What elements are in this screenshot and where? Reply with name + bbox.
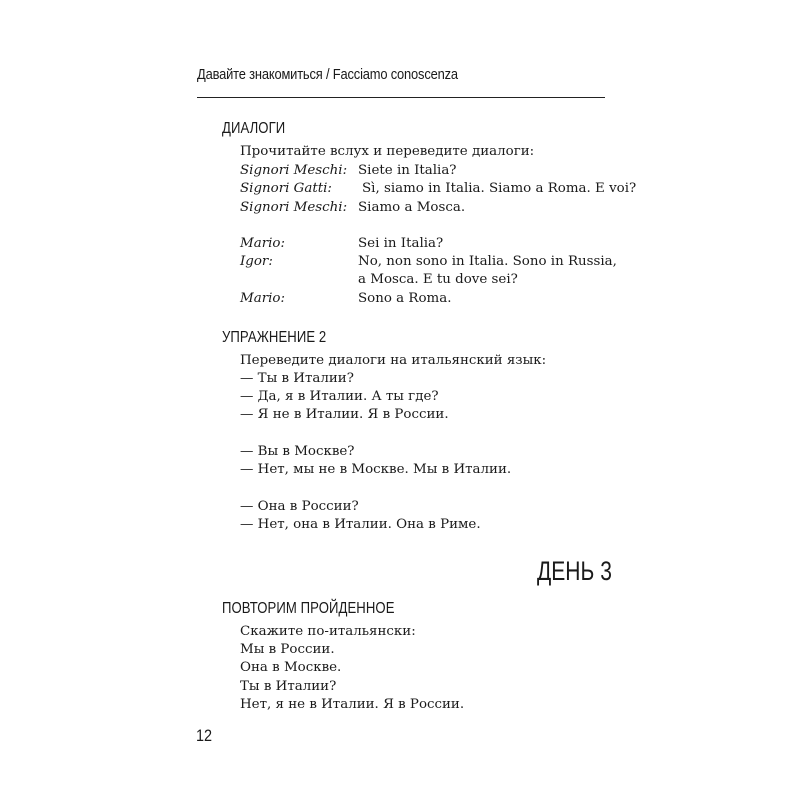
dialog-line: Siamo a Mosca. [358, 200, 466, 215]
dialog-line: Sì, siamo in Italia. Siamo a Roma. E voi? [362, 181, 637, 196]
dialog-line: Sei in Italia? [358, 236, 444, 251]
review-instruction: Скажите по-итальянски: [240, 624, 416, 639]
dialog-speaker: Signori Meschi: [240, 163, 348, 178]
dialog-speaker: Signori Meschi: [240, 200, 348, 215]
section-heading-dialogs: ДИАЛОГИ [222, 120, 286, 137]
day-title: ДЕНЬ 3 [537, 556, 612, 586]
exercise-line: — Ты в Италии? [240, 371, 354, 386]
exercise-line: — Да, я в Италии. А ты где? [240, 389, 439, 404]
running-header: Давайте знакомиться / Facciamo conoscenza [197, 66, 458, 83]
exercise2-instruction: Переведите диалоги на итальянский язык: [240, 353, 547, 368]
exercise-line: — Нет, мы не в Москве. Мы в Италии. [240, 462, 512, 477]
dialog-speaker: Mario: [240, 236, 285, 251]
review-line: Мы в России. [240, 642, 335, 657]
review-line: Она в Москве. [240, 660, 342, 675]
dialog-line: Sono a Roma. [358, 291, 452, 306]
dialog-speaker: Mario: [240, 291, 285, 306]
dialog-speaker: Signori Gatti: [240, 181, 332, 196]
dialog-speaker: Igor: [240, 254, 273, 269]
section-heading-exercise2: УПРАЖНЕНИЕ 2 [222, 329, 327, 346]
exercise-line: — Вы в Москве? [240, 444, 355, 459]
exercise-line: — Нет, она в Италии. Она в Риме. [240, 517, 481, 532]
review-line: Ты в Италии? [240, 679, 337, 694]
exercise-line: — Она в России? [240, 499, 359, 514]
dialogs-instruction: Прочитайте вслух и переведите диалоги: [240, 144, 535, 159]
page-number: 12 [196, 726, 213, 745]
section-heading-review: ПОВТОРИМ ПРОЙДЕННОЕ [222, 600, 395, 617]
review-line: Нет, я не в Италии. Я в России. [240, 697, 465, 712]
exercise-line: — Я не в Италии. Я в России. [240, 407, 449, 422]
header-rule [197, 97, 605, 98]
dialog-line-continued: a Mosca. E tu dove sei? [358, 272, 518, 287]
dialog-line: No, non sono in Italia. Sono in Russia, [358, 254, 617, 269]
dialog-line: Siete in Italia? [358, 163, 457, 178]
